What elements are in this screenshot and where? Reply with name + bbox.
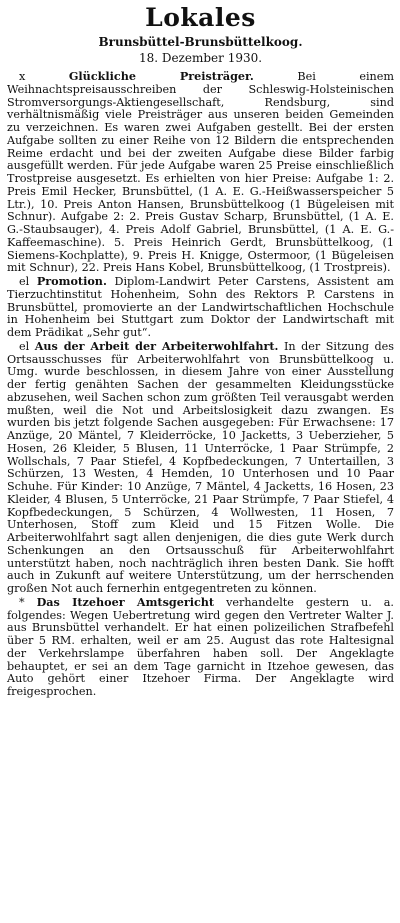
article-title: Promotion. — [36, 274, 107, 288]
locality-subheading: Brunsbüttel-Brunsbüttelkoog. — [98, 35, 303, 49]
article-marker: el — [19, 339, 30, 353]
article-title: Glückliche Preisträger. — [68, 69, 254, 83]
article-marker: * — [19, 595, 25, 609]
article-body: Bei einem Weihnachtspreisausschreiben der Schleswig-Holsteinischen Stromversorgungs-Aktiengesellschaft, Rendsburg, sind verhältnismäßig viele Preisträger aus unseren beiden Gemeinden zu verzeichnen. Es waren zwei Aufgaben gestellt. Bei der ersten Aufgabe sollten zu einer Reihe von 12 Bildern die entsprechenden Reime erdacht und bei der zweiten Aufgabe diese Bilder farbig ausgefüllt werden. Für jede Aufgabe waren 25 Preise einschließlich Trostpreise ausgesetzt. Es erhielten von hier Preise: Aufgabe 1: 2. Preis Emil Hecker, Brunsbüttel, (1 A. E. G.-Heißwasserspeicher 5 Ltr.), 10. Preis Anton Hansen, Brunsbüttelkoog (1 Bügeleisen mit Schnur). Aufgabe 2: 2. Preis Gustav Scharp, Brunsbüttel, (1 A. E. G.-Staubsauger), 4. Preis Adolf Gabriel, Brunsbüttel, (1 A. E. G.-Kaffeemaschine). 5. Preis Heinrich Gerdt, Brunsbüttelkoog, (1 Siemens-Kochplatte), 9. Preis H. Knigge, Ostermoor, (1 Bügeleisen mit Schnur), 22. Preis Hans Kobel, Brunsbüttelkoog, (1 Trostpreis). — [7, 70, 394, 275]
article-marker: x — [19, 70, 26, 83]
article-marker: el — [19, 275, 30, 288]
article-title: Das Itzehoer Amtsgericht — [36, 594, 215, 609]
article-body: Diplom-Landwirt Peter Carstens, Assistent am Tierzuchtinstitut Hohenheim, Sohn des Rektors P. Carstens in Brunsbüttel, promovierte an der Landwirtschaftlichen Hochschule in Hohenheim bei Stuttgart zum Doktor der Landwirtschaft mit dem Prädikat „Sehr gut“. — [7, 275, 394, 339]
article-preistraeger — [7, 70, 394, 275]
article-arbeiterwohlfahrt — [7, 340, 394, 596]
article-amtsgericht — [7, 596, 394, 699]
article-promotion — [7, 275, 394, 340]
section-headline: Lokales — [145, 3, 256, 32]
article-body: verhandelte gestern u. a. folgendes: Wegen Uebertretung wird gegen den Vertreter Walter J. aus Brunsbüttel verhandelt. Er hat einen polizeilichen Strafbefehl über 5 RM. erhalten, weil er am 25. August das rote Haltesignal der Verkehrslampe überfahren haben soll. Der Angeklagte behauptet, er sei an dem Tage garnicht in Itzehoe gewesen, das Auto gehört einer Itzehoer Firma. Der Angeklagte wird freigesprochen. — [7, 595, 394, 698]
article-title: Aus der Arbeit der Arbeiterwohlfahrt. — [34, 338, 279, 353]
article-body: In der Sitzung des Ortsausschusses für Arbeiterwohlfahrt von Brunsbüttelkoog u. Umg. wurde beschlossen, in diesem Jahre von einer Ausstellung der fertig genähten Sachen der gesammelten Kleidungsstücke abzusehen, weil Sachen schon zum größten Teil verausgabt werden mußten, weil die Not und Arbeitslosigkeit dazu zwangen. Es wurden bis jetzt folgende Sachen ausgegeben: Für Erwachsene: 17 Anzüge, 20 Mäntel, 7 Kleiderröcke, 10 Jacketts, 3 Ueberzieher, 5 Hosen, 26 Kleider, 5 Blusen, 11 Unterröcke, 1 Paar Strümpfe, 2 Wollschals, 7 Paar Stiefel, 4 Kopfbedeckungen, 7 Untertaillen, 3 Schürzen, 13 Westen, 4 Hemden, 10 Unterhosen und 10 Paar Schuhe. Für Kinder: 10 Anzüge, 7 Mäntel, 4 Jacketts, 16 Hosen, 23 Kleider, 4 Blusen, 5 Unterröcke, 21 Paar Strümpfe, 7 Paar Stiefel, 4 Kopfbedeckungen, 5 Schürzen, 4 Wollwesten, 11 Hosen, 7 Unterhosen, Stoff zum Kleid und 15 Fitzen Wolle. Die Arbeiterwohlfahrt sagt allen denjenigen, die dies gute Werk durch Schenkungen an den Ortsausschuß für Arbeiterwohlfahrt unterstützt haben, noch nachträglich ihren besten Dank. Sie hofft auch in Zukunft auf weitere Unterstützung, um der herrschenden großen Not auch fernerhin entgegentreten zu können. — [7, 339, 395, 595]
dateline: 18. Dezember 1930. — [138, 51, 263, 65]
